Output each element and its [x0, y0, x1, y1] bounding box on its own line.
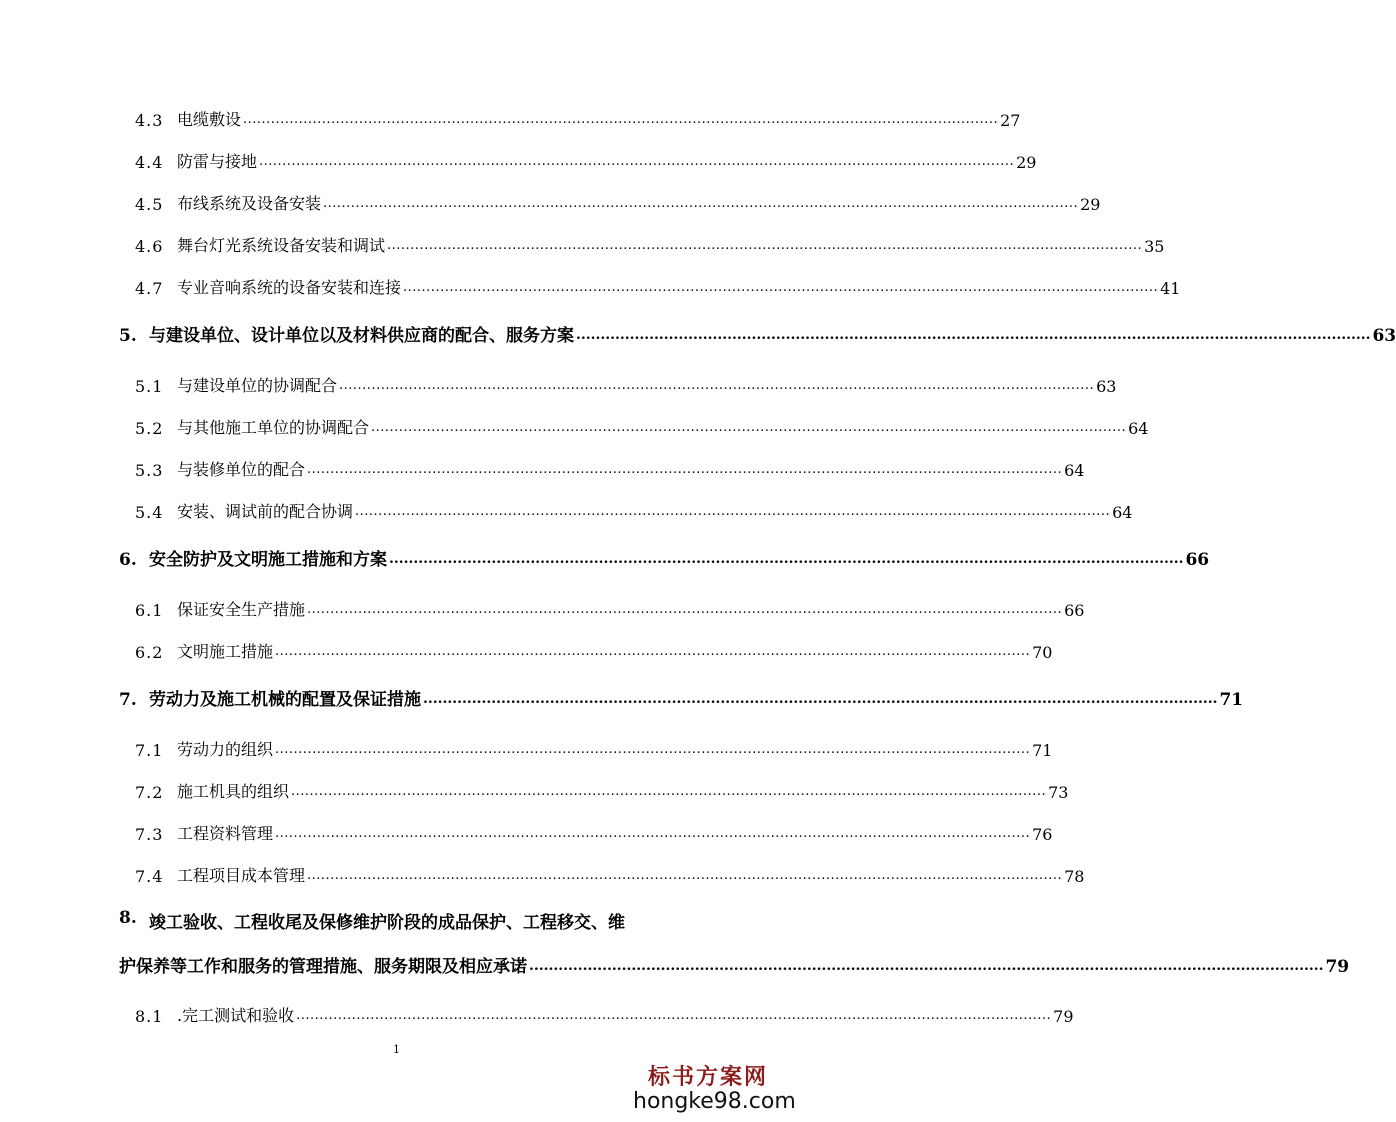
toc-page: 66 [1185, 550, 1210, 570]
toc-number: 7.2 [135, 783, 164, 802]
toc-title: 布线系统及设备安装 [177, 194, 322, 213]
toc-number: 7. [119, 690, 137, 710]
toc-number: 4.5 [135, 195, 164, 214]
toc-leader: ................................................................................................................................................................... [296, 1008, 1052, 1023]
toc-title-line2: 护保养等工作和服务的管理措施、服务期限及相应承诺 [119, 957, 527, 977]
toc-entry-5-1[interactable] [0, 366, 1117, 396]
toc-leader: ................................................................................................................................................................... [387, 238, 1143, 253]
toc-number: 7.3 [135, 825, 164, 844]
toc-page: 79 [1325, 957, 1350, 977]
toc-number: 6. [119, 550, 137, 570]
toc-title: 与其他施工单位的协调配合 [177, 418, 370, 437]
toc-number: 5.1 [135, 377, 164, 396]
toc-title: 与建设单位、设计单位以及材料供应商的配合、服务方案 [149, 326, 574, 346]
toc-page: 71 [1032, 741, 1053, 760]
toc-page: 70 [1032, 643, 1053, 662]
toc-title: 劳动力及施工机械的配置及保证措施 [149, 690, 421, 710]
toc-leader: ................................................................................................................................................................... [403, 280, 1159, 295]
toc-number: 5.4 [135, 503, 164, 522]
toc-title: 保证安全生产措施 [177, 600, 306, 619]
toc-page: 66 [1064, 601, 1085, 620]
toc-number: 7.1 [135, 741, 164, 760]
toc-entry-7-4[interactable] [0, 856, 1085, 886]
toc-leader: ................................................................................................................................................................... [307, 868, 1063, 883]
toc-page: 64 [1064, 461, 1085, 480]
toc-entry-6-1[interactable] [0, 590, 1085, 620]
toc-entry-6-2[interactable] [0, 632, 1053, 662]
toc-number: 8. [119, 908, 137, 928]
toc-page: 29 [1080, 195, 1101, 214]
toc-number: 4.4 [135, 153, 164, 172]
toc-entry-7-3[interactable] [0, 814, 1053, 844]
toc-page: 35 [1144, 237, 1165, 256]
toc-page: 71 [1219, 690, 1244, 710]
toc-entry-7[interactable] [0, 680, 1244, 710]
toc-leader: ................................................................................................................................................................... [275, 826, 1031, 841]
toc-page: 29 [1016, 153, 1037, 172]
toc-page: 63 [1372, 326, 1396, 346]
toc-title: 施工机具的组织 [177, 782, 290, 801]
toc-leader: ................................................................................................................................................................... [291, 784, 1047, 799]
toc-title: 劳动力的组织 [177, 740, 274, 759]
toc-title: 安装、调试前的配合协调 [177, 502, 354, 521]
toc-page: 73 [1048, 783, 1069, 802]
toc-title: 电缆敷设 [177, 110, 242, 129]
toc-entry-8-1[interactable] [0, 996, 1074, 1026]
toc-leader: ................................................................................................................................................................... [389, 551, 1184, 567]
toc-page: 64 [1128, 419, 1149, 438]
toc-leader: ................................................................................................................................................................... [307, 462, 1063, 477]
toc-leader: ................................................................................................................................................................... [576, 327, 1371, 343]
toc-number: 6.1 [135, 601, 164, 620]
toc-leader: ................................................................................................................................................................... [529, 958, 1324, 974]
toc-leader: ................................................................................................................................................................... [323, 196, 1079, 211]
page-number: 1 [393, 1043, 400, 1056]
toc-title: 舞台灯光系统设备安装和调试 [177, 236, 386, 255]
toc-entry-5-4[interactable] [0, 492, 1133, 522]
toc-number: 5. [119, 326, 137, 346]
toc-title-line1: 竣工验收、工程收尾及保修维护阶段的成品保护、工程移交、维 [149, 913, 625, 933]
toc-title: 文明施工措施 [177, 642, 274, 661]
toc-page: 63 [1096, 377, 1117, 396]
toc-entry-4-5[interactable] [0, 184, 1101, 214]
toc-number: 8.1 [135, 1007, 164, 1026]
toc-entry-8[interactable] [0, 908, 793, 933]
toc-number: 4.7 [135, 279, 164, 298]
toc-title: 防雷与接地 [177, 152, 258, 171]
toc-page: 79 [1053, 1007, 1074, 1026]
toc-title: 安全防护及文明施工措施和方案 [149, 550, 387, 570]
watermark-url: hongke98.com [633, 1089, 796, 1114]
toc-number: 7.4 [135, 867, 164, 886]
watermark-brand: 标书方案网 [647, 1065, 768, 1090]
toc-leader: ................................................................................................................................................................... [275, 742, 1031, 757]
toc-entry-4-7[interactable] [0, 268, 1181, 298]
toc-entry-5[interactable] [0, 316, 1396, 346]
toc-leader: ................................................................................................................................................................... [339, 378, 1095, 393]
toc-number: 5.3 [135, 461, 164, 480]
toc-title: 工程项目成本管理 [177, 866, 306, 885]
toc-leader: ................................................................................................................................................................... [371, 420, 1127, 435]
toc-page: 78 [1064, 867, 1085, 886]
toc-entry-4-4[interactable] [0, 142, 1037, 172]
toc-entry-4-6[interactable] [0, 226, 1165, 256]
toc-number: 4.3 [135, 111, 164, 130]
toc-page: 41 [1160, 279, 1181, 298]
toc-entry-5-3[interactable] [0, 450, 1085, 480]
toc-page: 64 [1112, 503, 1133, 522]
toc-number: 6.2 [135, 643, 164, 662]
toc-title: 与装修单位的配合 [177, 460, 306, 479]
toc-leader: ................................................................................................................................................................... [259, 154, 1015, 169]
toc-title: 与建设单位的协调配合 [177, 376, 338, 395]
toc-title: 专业音响系统的设备安装和连接 [177, 278, 402, 297]
toc-leader: ................................................................................................................................................................... [275, 644, 1031, 659]
toc-title: .完工测试和验收 [177, 1006, 295, 1025]
toc-leader: ................................................................................................................................................................... [243, 112, 999, 127]
watermark-logo [633, 1060, 796, 1114]
toc-page: 27 [1000, 111, 1021, 130]
toc-entry-8-continued[interactable] [0, 952, 1350, 977]
toc-number: 4.6 [135, 237, 164, 256]
toc-leader: ................................................................................................................................................................... [423, 691, 1218, 707]
toc-entry-4-3[interactable] [0, 100, 1021, 130]
toc-title: 工程资料管理 [177, 824, 274, 843]
toc-entry-7-2[interactable] [0, 772, 1069, 802]
toc-entry-6[interactable] [0, 540, 1210, 570]
toc-entry-7-1[interactable] [0, 730, 1053, 760]
toc-number: 5.2 [135, 419, 164, 438]
toc-leader: ................................................................................................................................................................... [355, 504, 1111, 519]
toc-entry-5-2[interactable] [0, 408, 1149, 438]
toc-page: 76 [1032, 825, 1053, 844]
toc-leader: ................................................................................................................................................................... [307, 602, 1063, 617]
